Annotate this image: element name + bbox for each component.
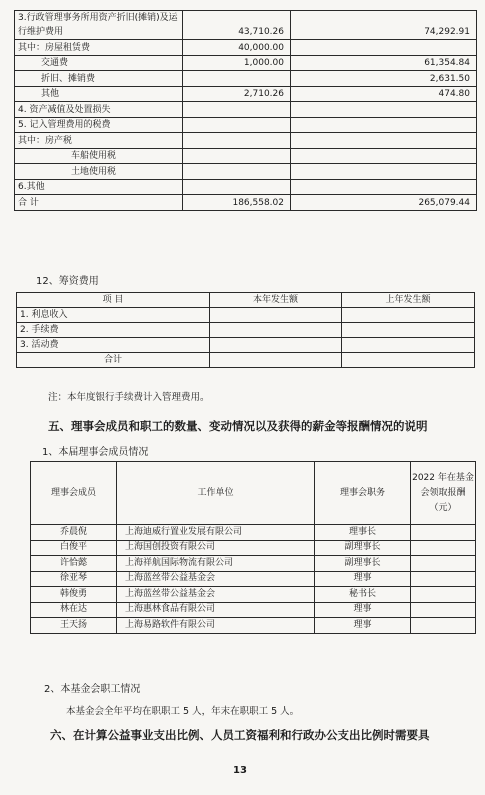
member-name: 徐亚琴 [31, 571, 117, 587]
expense-row [15, 40, 477, 56]
expense-row [15, 55, 477, 71]
expense-current: 2,710.26 [183, 86, 291, 102]
page-number: 13 [233, 765, 247, 776]
expense-previous [291, 102, 477, 118]
member-name: 白俊平 [31, 540, 117, 556]
expense-row [15, 86, 477, 102]
member-row [31, 556, 476, 572]
member-org: 上海惠林食品有限公司 [117, 602, 315, 618]
section-12-note: 注：本年度银行手续费计入管理费用。 [48, 392, 210, 403]
member-org: 上海蓝丝带公益基金会 [117, 571, 315, 587]
expense-row [15, 117, 477, 133]
row-label: 1. 利息收入 [17, 308, 210, 323]
member-row [31, 525, 476, 541]
expense-row [15, 179, 477, 195]
member-row [31, 571, 476, 587]
member-row [31, 540, 476, 556]
expense-current [183, 102, 291, 118]
row-total-label: 合计 [17, 353, 210, 368]
expense-item: 3.行政管理事务所用资产折旧(摊销)及运行维护费用 [15, 11, 183, 40]
member-name: 许恰懿 [31, 556, 117, 572]
expense-previous: 265,079.44 [291, 195, 477, 211]
expense-current: 40,000.00 [183, 40, 291, 56]
expense-item: 6.其他 [15, 179, 183, 195]
header-org: 工作单位 [117, 462, 315, 525]
member-pay [411, 556, 476, 572]
member-row [31, 618, 476, 634]
member-pay [411, 618, 476, 634]
expense-item: 合 计 [15, 195, 183, 211]
member-org: 上海迪威行置业发展有限公司 [117, 525, 315, 541]
expense-current: 43,710.26 [183, 11, 291, 40]
member-name: 韩俊勇 [31, 587, 117, 603]
section-5-title: 五、理事会成员和职工的数量、变动情况以及获得的薪金等报酬情况的说明 [48, 419, 428, 433]
board-members-subtitle: 1、本届理事会成员情况 [42, 447, 149, 458]
member-pay [411, 602, 476, 618]
expense-previous: 61,354.84 [291, 55, 477, 71]
header-pay: 2022 年在基金会领取报酬（元） [411, 462, 476, 525]
expense-row [15, 148, 477, 164]
expense-item: 其中：房屋租赁费 [15, 40, 183, 56]
section-12-title: 12、筹资费用 [36, 276, 99, 287]
member-name: 林在达 [31, 602, 117, 618]
expense-previous [291, 40, 477, 56]
expense-row [15, 102, 477, 118]
expense-current [183, 164, 291, 180]
expense-current [183, 179, 291, 195]
member-org: 上海蓝丝带公益基金会 [117, 587, 315, 603]
expense-item: 折旧、摊销费 [15, 71, 183, 87]
expense-current [183, 133, 291, 149]
member-org: 上海祥航国际物流有限公司 [117, 556, 315, 572]
member-pay [411, 587, 476, 603]
section-6-title: 六、在计算公益事业支出比例、人员工资福利和行政办公支出比例时需要具 [50, 728, 430, 742]
staff-text: 本基金会全年平均在职职工 5 人，年末在职职工 5 人。 [66, 706, 300, 717]
member-pay [411, 525, 476, 541]
expense-item: 4. 资产减值及处置损失 [15, 102, 183, 118]
header-current-year: 本年发生额 [210, 293, 342, 308]
expense-previous: 74,292.91 [291, 11, 477, 40]
expense-row [15, 164, 477, 180]
member-name: 乔晨倪 [31, 525, 117, 541]
expense-current [183, 71, 291, 87]
financing-expense-table [16, 292, 475, 368]
member-pay [411, 540, 476, 556]
staff-subtitle: 2、本基金会职工情况 [44, 684, 141, 695]
header-previous-year: 上年发生额 [342, 293, 475, 308]
expense-current: 1,000.00 [183, 55, 291, 71]
expense-item: 5. 记入管理费用的税费 [15, 117, 183, 133]
expense-item: 其中：房产税 [15, 133, 183, 149]
expense-item: 交通费 [15, 55, 183, 71]
member-row [31, 602, 476, 618]
expense-row [15, 133, 477, 149]
member-role: 副理事长 [315, 540, 411, 556]
expense-row [15, 71, 477, 87]
expense-previous: 474.80 [291, 86, 477, 102]
board-members-table [30, 461, 476, 634]
member-name: 王天扬 [31, 618, 117, 634]
member-role: 理事长 [315, 525, 411, 541]
expense-previous [291, 179, 477, 195]
expense-item: 车船使用税 [15, 148, 183, 164]
expense-current [183, 148, 291, 164]
expense-row [15, 195, 477, 211]
member-role: 理事 [315, 602, 411, 618]
member-row [31, 587, 476, 603]
expense-row [15, 11, 477, 40]
expense-item: 其他 [15, 86, 183, 102]
header-role: 理事会职务 [315, 462, 411, 525]
expense-previous [291, 148, 477, 164]
expense-item: 土地使用税 [15, 164, 183, 180]
row-label: 3. 活动费 [17, 338, 210, 353]
expense-previous: 2,631.50 [291, 71, 477, 87]
member-pay [411, 571, 476, 587]
expense-current [183, 117, 291, 133]
admin-expense-table [14, 10, 477, 211]
member-org: 上海国创投资有限公司 [117, 540, 315, 556]
member-role: 理事 [315, 571, 411, 587]
member-org: 上海易路软件有限公司 [117, 618, 315, 634]
member-role: 副理事长 [315, 556, 411, 572]
expense-previous [291, 133, 477, 149]
expense-previous [291, 117, 477, 133]
member-role: 理事 [315, 618, 411, 634]
row-label: 2. 手续费 [17, 323, 210, 338]
header-item: 项 目 [17, 293, 210, 308]
member-role: 秘书长 [315, 587, 411, 603]
expense-current: 186,558.02 [183, 195, 291, 211]
header-member: 理事会成员 [31, 462, 117, 525]
expense-previous [291, 164, 477, 180]
